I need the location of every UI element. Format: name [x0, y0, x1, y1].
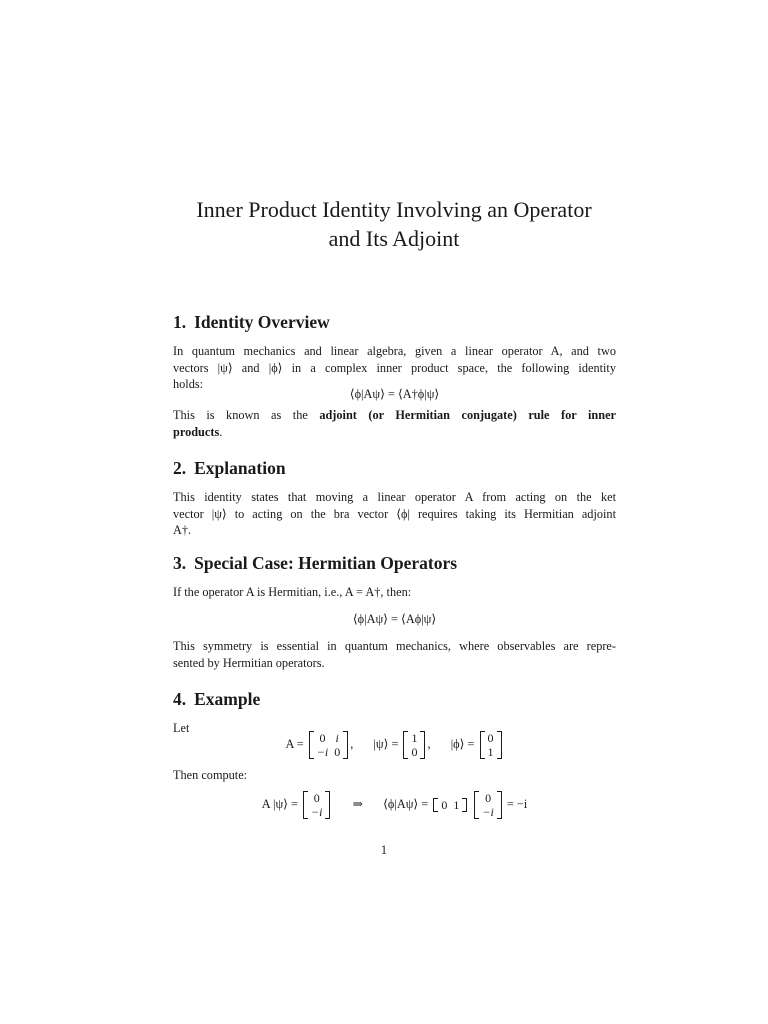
s1-line-2: vectors |ψ⟩ and |ϕ⟩ in a complex inner product space, the following identity: [173, 360, 616, 375]
document-title: [140, 195, 648, 253]
vector-phi: [480, 731, 502, 759]
s1-rule-bold-1: adjoint (or Hermitian conjugate) rule for inner: [319, 408, 616, 422]
section-heading-4: [173, 689, 260, 710]
inner-product-label: ⟨ϕ|Aψ⟩ =: [383, 796, 429, 811]
right-bracket: [497, 731, 502, 759]
s4-definitions-equation: [173, 731, 616, 759]
matrix-A-table: [314, 731, 343, 759]
section-number: 3.: [173, 553, 187, 573]
s3-line-2: sented by Hermitian operators.: [173, 655, 325, 670]
vector-Apsi: [303, 791, 330, 819]
comma: ,: [427, 736, 431, 751]
vector-cell: 1: [411, 731, 418, 745]
result: = −i: [506, 796, 528, 811]
s1-rule-pre: This is known as the: [173, 408, 320, 422]
vector-cell: 0: [411, 745, 418, 759]
s2-line-3: A†.: [173, 523, 192, 537]
vector-psi-table: [408, 731, 420, 759]
s4-then: [173, 767, 616, 784]
row-vector: [433, 798, 467, 812]
s1-rule-line-2: [173, 424, 616, 441]
right-bracket: [462, 798, 467, 812]
comma: ,: [350, 736, 354, 751]
right-bracket: [497, 791, 502, 819]
vector-psi: [403, 731, 425, 759]
section-heading-2: [173, 458, 286, 479]
vector-cell: 1: [487, 745, 494, 759]
right-bracket: [343, 731, 348, 759]
A-label: A =: [285, 736, 304, 751]
s2-paragraph: [173, 489, 616, 539]
s3-intro-line: If the operator A is Hermitian, i.e., A = A†, then:: [173, 585, 412, 599]
implies-arrow: ⇒: [352, 796, 363, 811]
section-title: Explanation: [194, 458, 286, 478]
vector-cell: 1: [453, 798, 460, 812]
section-title: Identity Overview: [194, 312, 330, 332]
vector-cell: −i: [482, 805, 494, 819]
row-vector-table: [438, 798, 462, 812]
s1-line-3: holds:: [173, 377, 204, 391]
s4-then-text: Then compute:: [173, 768, 248, 782]
s1-rule-bold-2: products: [173, 424, 220, 439]
s4-computation-equation: [173, 791, 616, 819]
right-bracket: [420, 731, 425, 759]
s4-let-text: Let: [173, 721, 190, 735]
s1-line-1: In quantum mechanics and linear algebra, given a linear operator A, and two: [173, 344, 616, 358]
s1-rule-paragraph: [173, 407, 616, 440]
s1-rule-post: .: [219, 424, 223, 439]
matrix-cell: 0: [319, 731, 326, 745]
vector-phi-table: [485, 731, 497, 759]
vector-cell: 0: [485, 791, 492, 805]
matrix-cell: −i: [316, 745, 329, 759]
s2-line-1: This identity states that moving a linear operator A from acting on the ket: [173, 490, 616, 504]
section-heading-1: [173, 312, 330, 333]
page-number: 1: [380, 843, 388, 857]
s3-equation: ⟨ϕ|Aψ⟩ = ⟨Aϕ|ψ⟩: [352, 612, 437, 626]
section-number: 2.: [173, 458, 187, 478]
matrix-cell: 0: [334, 745, 341, 759]
s1-equation: ⟨ϕ|Aψ⟩ = ⟨A†ϕ|ψ⟩: [349, 387, 440, 401]
vector-cell: −i: [311, 805, 323, 819]
title-line-2: and Its Adjoint: [328, 226, 460, 251]
section-number: 1.: [173, 312, 187, 332]
section-heading-3: [173, 553, 457, 574]
section-number: 4.: [173, 689, 187, 709]
psi-label: |ψ⟩ =: [373, 736, 399, 751]
vector-Apsi-table: [308, 791, 325, 819]
Apsi-label: A |ψ⟩ =: [261, 796, 298, 811]
vector-cell: 0: [313, 791, 320, 805]
section-title: Example: [194, 689, 261, 709]
s1-rule-line-1: [173, 407, 616, 424]
matrix-A: [309, 731, 348, 759]
matrix-cell: i: [335, 731, 339, 745]
s3-paragraph: [173, 638, 616, 671]
s3-line-1: This symmetry is essential in quantum mechanics, where observables are repre-: [173, 639, 616, 653]
section-title: Special Case: Hermitian Operators: [194, 553, 458, 573]
right-bracket: [325, 791, 330, 819]
s2-line-2: vector |ψ⟩ to acting on the bra vector ⟨ϕ| requires taking its Hermitian adjoint: [173, 506, 616, 521]
s3-intro: [173, 584, 616, 601]
phi-label: |ϕ⟩ =: [450, 736, 475, 751]
column-vector-table: [479, 791, 496, 819]
s1-paragraph: [173, 343, 616, 393]
title-line-1: Inner Product Identity Involving an Operator: [196, 197, 592, 222]
column-vector: [474, 791, 501, 819]
vector-cell: 0: [441, 798, 448, 812]
vector-cell: 0: [487, 731, 494, 745]
